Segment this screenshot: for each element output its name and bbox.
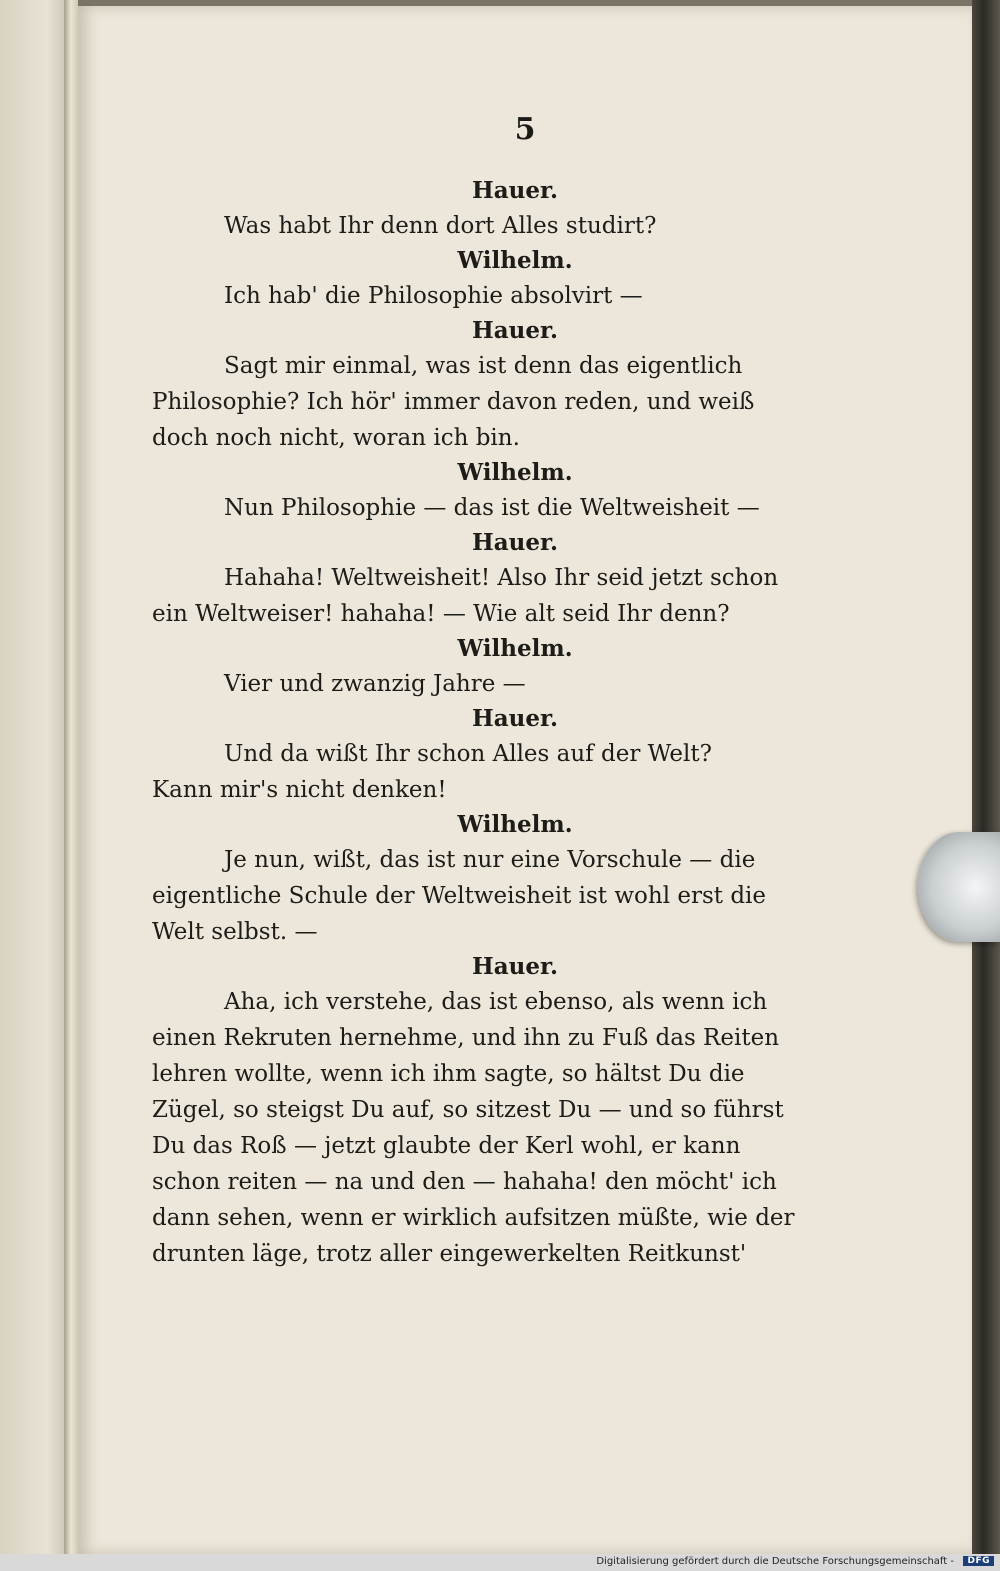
dialogue-line: ein Weltweiser! hahaha! — Wie alt seid Ihr denn?	[152, 601, 730, 627]
dfg-logo: DFG	[963, 1556, 994, 1566]
speaker-name: Hauer.	[471, 317, 558, 344]
dialogue-line: eigentliche Schule der Weltweisheit ist wohl erst die	[152, 883, 767, 909]
dialogue-line: Welt selbst. —	[152, 919, 318, 945]
page-stack-edge	[972, 0, 1000, 1571]
book-page	[78, 6, 972, 1554]
dialogue-line: Sagt mir einmal, was ist denn das eigentlich	[224, 353, 743, 379]
dialogue-line: Hahaha! Weltweisheit! Also Ihr seid jetzt schon	[224, 565, 779, 591]
dialogue-line: Du das Roß — jetzt glaubte der Kerl wohl, er kann	[152, 1133, 741, 1159]
dialogue-line: drunten läge, trotz aller eingewerkelten Reitkunst'	[152, 1241, 747, 1267]
book-spine	[64, 0, 78, 1571]
dialogue-line: Und da wißt Ihr schon Alles auf der Welt?	[224, 741, 712, 767]
dialogue-line: Ich hab' die Philosophie absolvirt —	[224, 283, 643, 309]
dialogue-line: doch noch nicht, woran ich bin.	[152, 425, 520, 451]
speaker-name: Wilhelm.	[457, 459, 573, 486]
dialogue-line: schon reiten — na und den — hahaha! den möcht' ich	[152, 1169, 777, 1195]
page-clip	[918, 832, 1000, 942]
speaker-name: Wilhelm.	[457, 635, 573, 662]
dialogue-line: dann sehen, wenn er wirklich aufsitzen müßte, wie der	[152, 1205, 795, 1231]
speaker-name: Wilhelm.	[457, 247, 573, 274]
speaker-name: Hauer.	[471, 953, 558, 980]
dialogue-line: einen Rekruten hernehme, und ihn zu Fuß das Reiten	[152, 1025, 780, 1051]
dialogue-line: Zügel, so steigst Du auf, so sitzest Du — und so führst	[152, 1097, 784, 1123]
speaker-name: Hauer.	[471, 177, 558, 204]
speaker-name: Hauer.	[471, 705, 558, 732]
dialogue-line: Was habt Ihr denn dort Alles studirt?	[224, 213, 657, 239]
funding-credit: Digitalisierung gefördert durch die Deutsche Forschungsgemeinschaft -	[596, 1556, 954, 1567]
dialogue-line: Vier und zwanzig Jahre —	[224, 671, 526, 697]
dialogue-line: lehren wollte, wenn ich ihm sagte, so hältst Du die	[152, 1061, 745, 1087]
dialogue-line: Aha, ich verstehe, das ist ebenso, als wenn ich	[224, 989, 768, 1015]
dialogue-line: Kann mir's nicht denken!	[152, 777, 447, 803]
dialogue-line: Nun Philosophie — das ist die Weltweisheit —	[224, 495, 760, 521]
dialogue-block	[152, 174, 878, 1272]
page-number: 5	[514, 112, 536, 147]
dialogue-line: Philosophie? Ich hör' immer davon reden, und weiß	[152, 389, 755, 415]
speaker-name: Hauer.	[471, 529, 558, 556]
speaker-name: Wilhelm.	[457, 811, 573, 838]
dialogue-line: Je nun, wißt, das ist nur eine Vorschule — die	[224, 847, 756, 873]
